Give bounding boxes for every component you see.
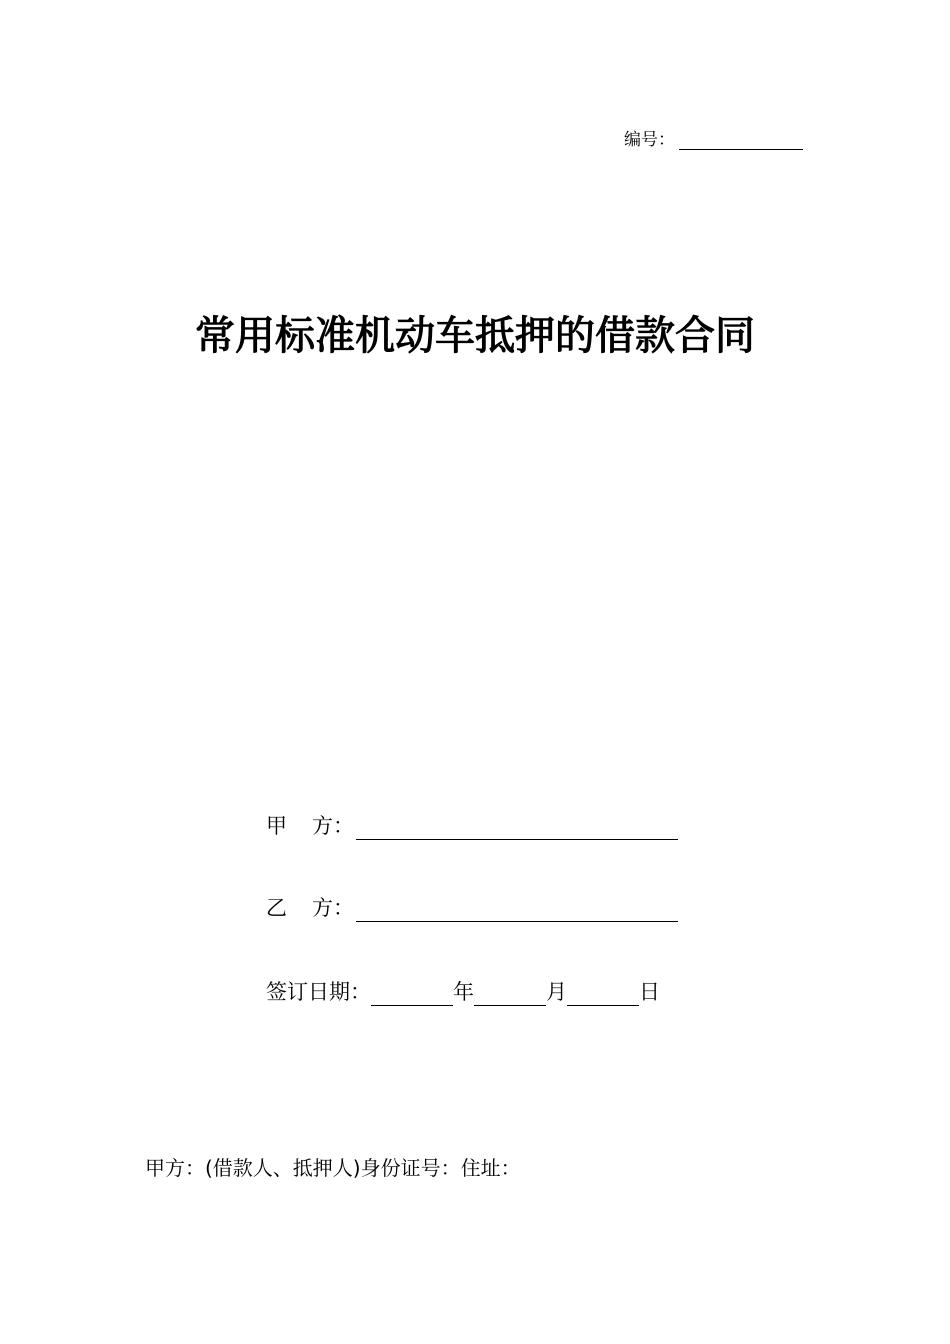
party-a-blank[interactable] — [356, 815, 678, 840]
signing-year-blank[interactable] — [371, 981, 453, 1006]
party-b-row — [266, 892, 678, 922]
serial-number-blank[interactable] — [679, 128, 803, 150]
signing-day-label: 日 — [639, 980, 660, 1004]
signing-month-blank[interactable] — [474, 981, 546, 1006]
signing-month-label: 月 — [546, 980, 567, 1004]
party-b-label-char: 乙 — [266, 896, 287, 920]
signing-date-label: 签订日期： — [266, 980, 371, 1004]
serial-number-field — [624, 124, 803, 150]
party-b-label-suffix: 方： — [312, 896, 354, 920]
party-a-label-suffix: 方： — [312, 814, 354, 838]
party-a-row — [266, 810, 678, 840]
signing-year-label: 年 — [453, 980, 474, 1004]
party-b-blank[interactable] — [356, 897, 678, 922]
serial-number-label: 编号： — [624, 130, 675, 150]
contract-title: 常用标准机动车抵押的借款合同 — [195, 312, 755, 359]
signing-day-blank[interactable] — [567, 981, 639, 1006]
signing-date-row — [266, 974, 660, 1006]
party-a-label-char: 甲 — [266, 814, 287, 838]
party-a-info-line: 甲方：(借款人、抵押人)身份证号：住址： — [145, 1156, 521, 1180]
